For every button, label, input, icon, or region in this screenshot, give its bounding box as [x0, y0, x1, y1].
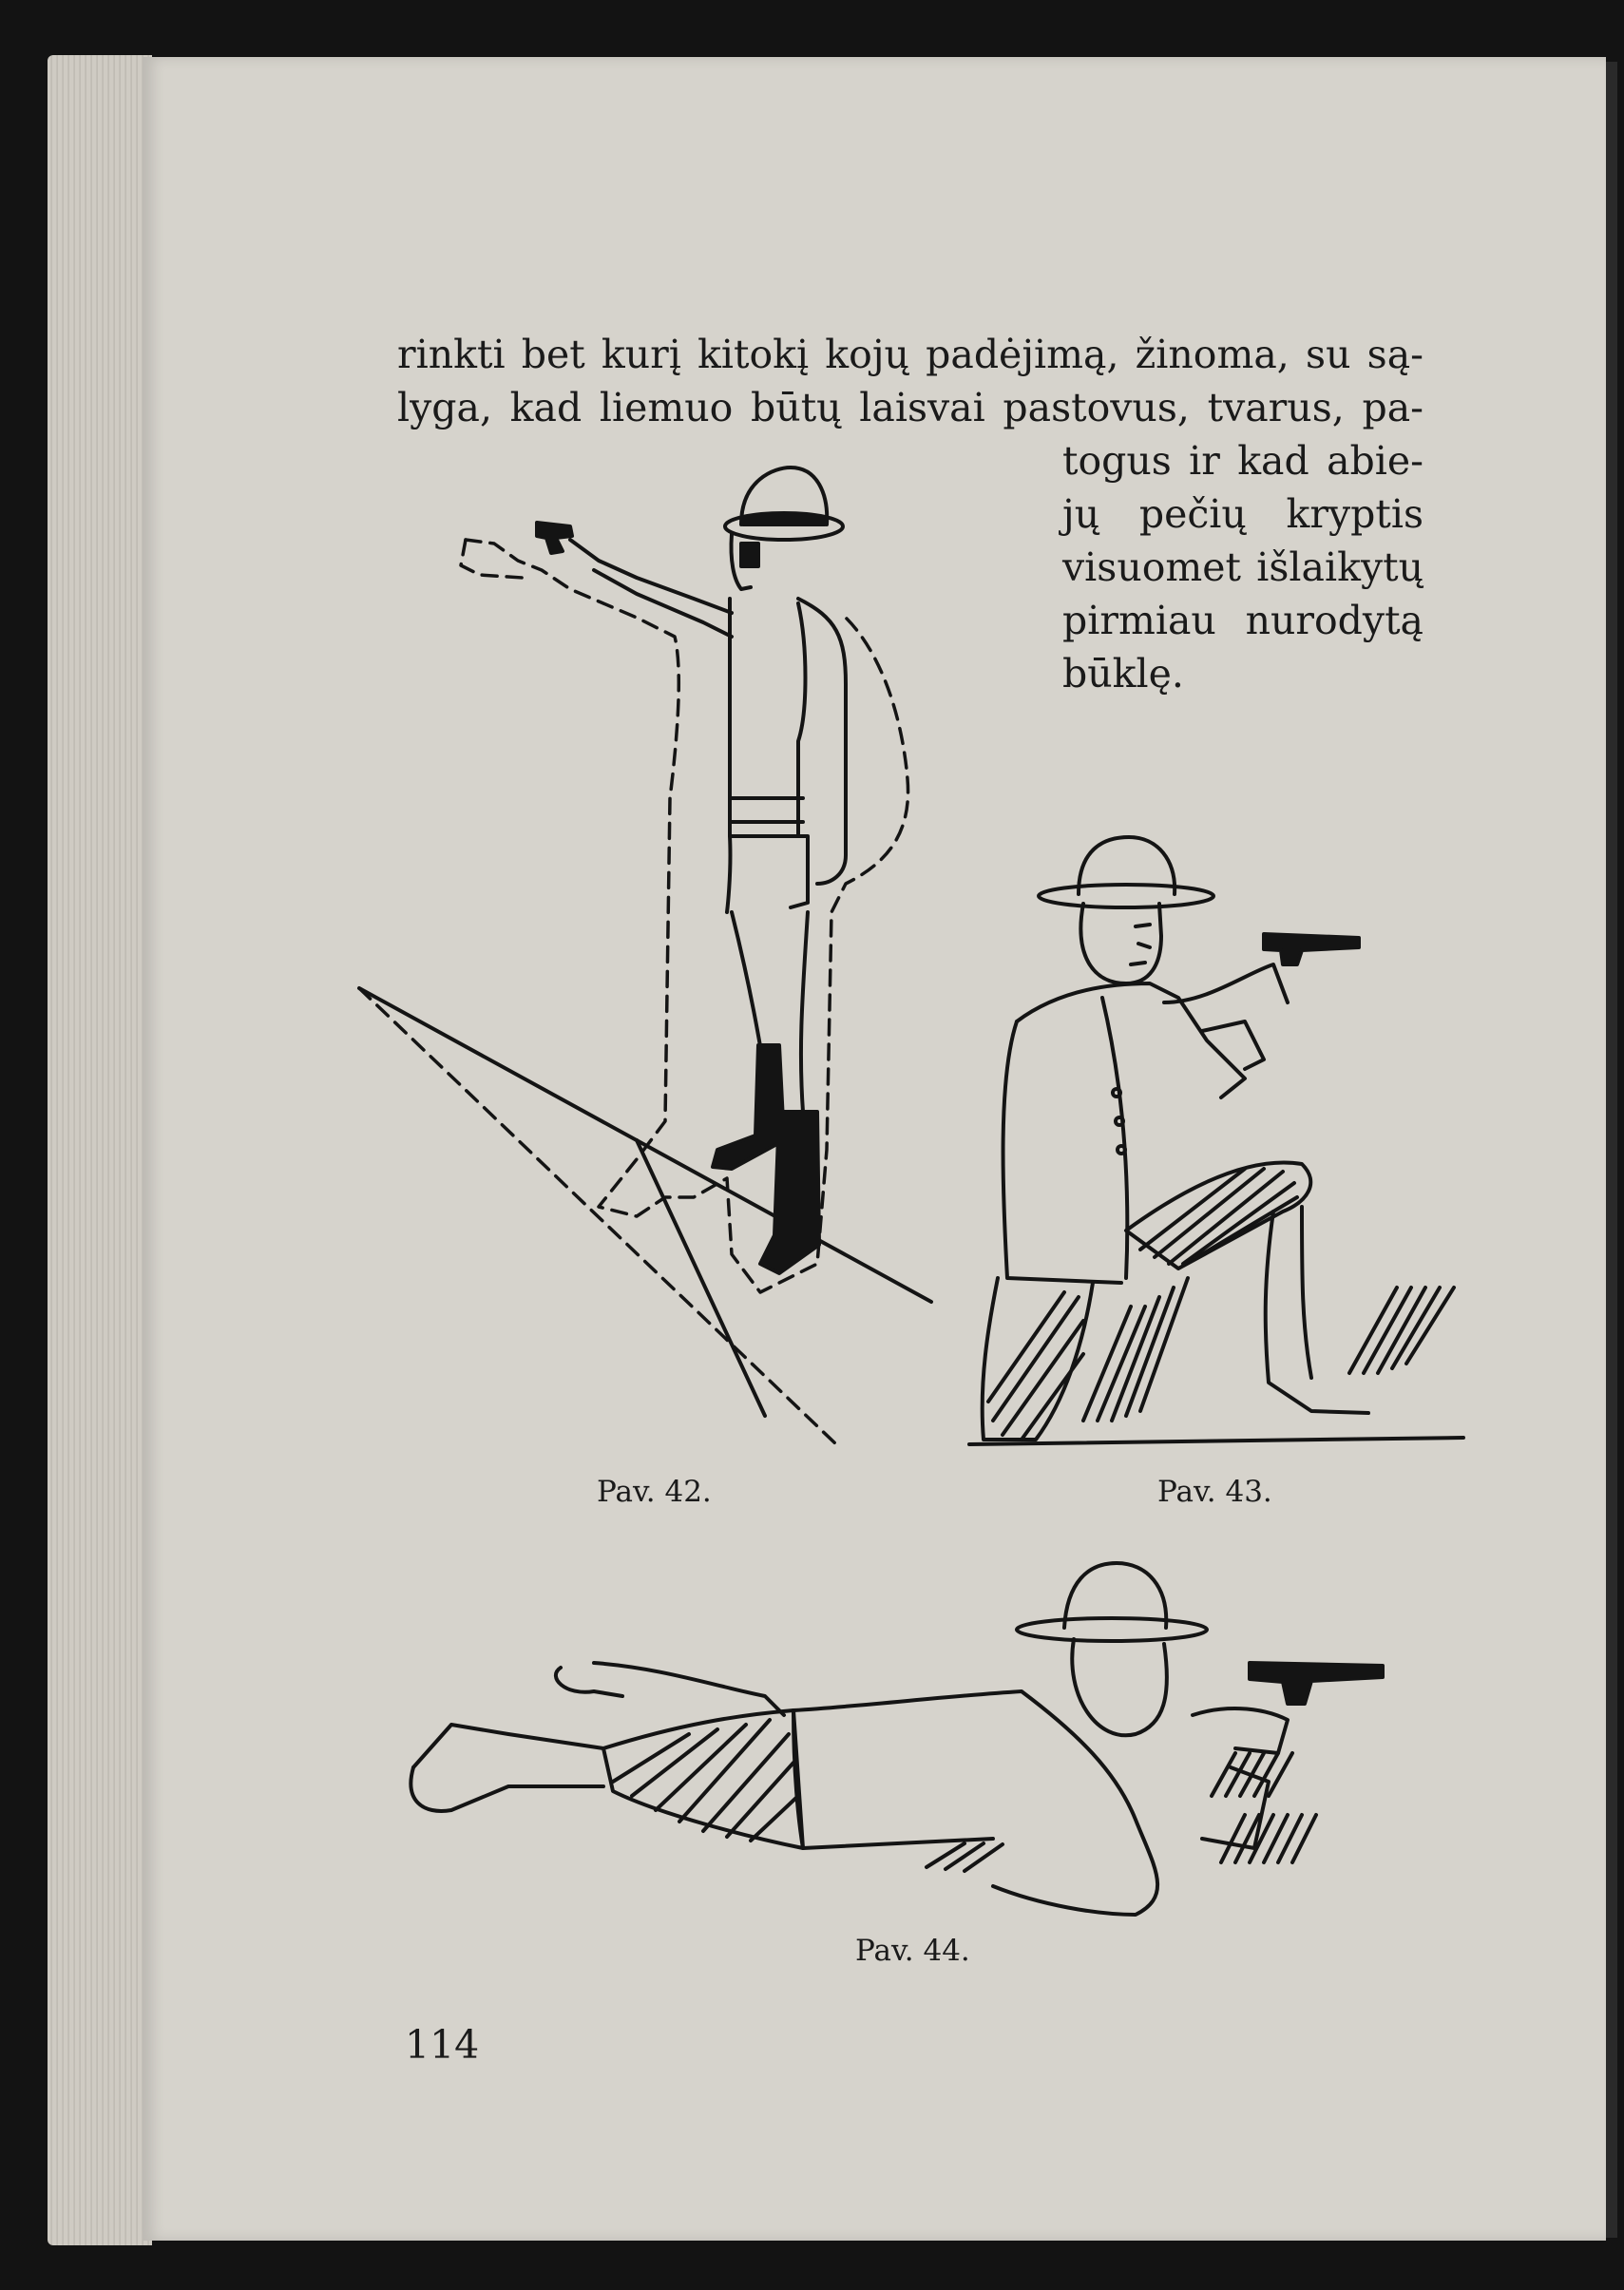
- caption-fig-44: Pav. 44.: [855, 1934, 970, 1968]
- caption-fig-42: Pav. 42.: [597, 1475, 712, 1509]
- text-line-6: pirmiau nurodytą: [1062, 598, 1423, 643]
- text-line-2: lyga, kad liemuo būtų laisvai pastovus, tvarus, pa-: [397, 385, 1423, 430]
- caption-fig-43: Pav. 43.: [1157, 1475, 1272, 1509]
- text-line-1: rinkti bet kurį kitokį kojų padėjimą, žinoma, su są-: [397, 332, 1423, 377]
- text-line-5: visuomet išlaikytų: [1062, 544, 1423, 590]
- prone-shooter-icon: [375, 1554, 1440, 1934]
- page-number: 114: [405, 2022, 480, 2068]
- page-stack-edges: [48, 55, 152, 2245]
- standing-shooter-icon: [352, 456, 941, 1444]
- binding-edge: [1604, 62, 1617, 2238]
- text-line-4: jų pečių kryptis: [1062, 491, 1423, 537]
- text-line-7: būklę.: [1062, 651, 1184, 697]
- kneeling-shooter-icon: [960, 831, 1473, 1449]
- text-line-3: togus ir kad abie-: [1062, 438, 1423, 484]
